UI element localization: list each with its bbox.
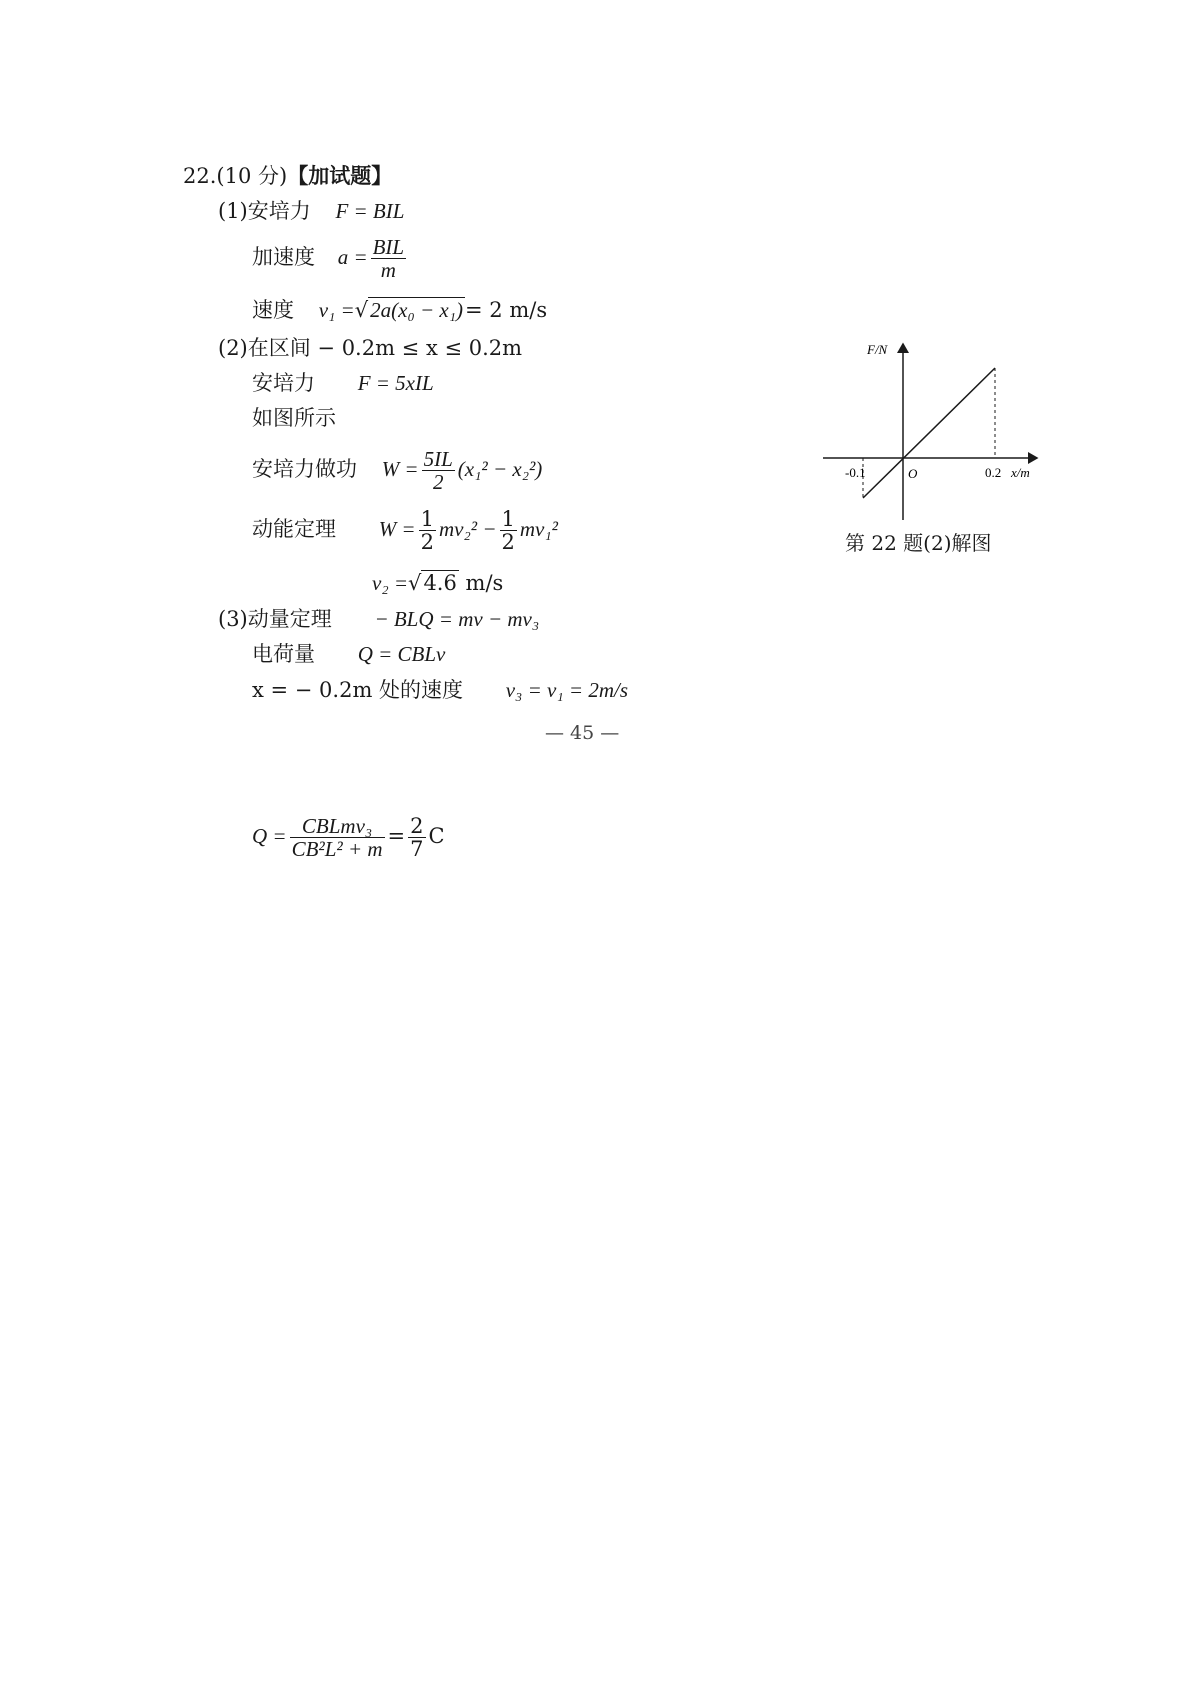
part3-line4 <box>252 815 445 860</box>
problem-number: 22. <box>183 164 217 188</box>
force-line <box>863 368 995 498</box>
part3-line4-fraction: $\frac{\text{CBLmv₃}}{\text{CB²L² + m}}$ <box>291 814 383 861</box>
part3-label: (3) <box>218 607 248 631</box>
part2-line1 <box>218 335 522 361</box>
force-displacement-graph <box>815 340 1045 525</box>
problem-tag: 【加试题】 <box>287 163 393 188</box>
part2-line4-fraction: $\frac{5IL}{2}$ <box>423 447 453 494</box>
part1-label: (1) <box>218 199 248 223</box>
part1-line1 <box>218 198 404 224</box>
part2-line3-text: 如图所示 <box>252 406 336 430</box>
part1-line2-fraction: $\frac{\text{BIL}}{m}$ <box>372 235 405 282</box>
part3-line1-text: 动量定理 <box>247 607 332 631</box>
part3-line4-fraction2: $\frac{2}{7}$ <box>410 814 424 861</box>
part2-line5-fraction2: $\frac{1}{2}$ <box>501 507 515 554</box>
part3-line3-text: x = − 0.2m 处的速度 <box>252 678 464 702</box>
tick-label-neg: -0.1 <box>845 465 866 480</box>
part2-line2 <box>252 370 434 396</box>
part1-line3-rhs: = 2 m/s <box>465 298 548 322</box>
part3-line4-equals: = <box>387 824 406 848</box>
part1-line3-text: 速度 <box>252 298 294 322</box>
part3-line2-eq: Q = CBLv <box>357 642 446 666</box>
part3-line4-lhs: Q = <box>252 824 287 848</box>
part3-line3 <box>252 677 628 703</box>
part1-line2-lhs: a = <box>337 245 368 269</box>
part2-line6 <box>372 570 503 596</box>
part3-line2-text: 电荷量 <box>252 642 315 666</box>
tick-label-pos: 0.2 <box>985 465 1002 480</box>
part2-line5 <box>252 508 558 553</box>
part3-line4-unit: C <box>428 824 445 848</box>
part2-line6-lhs: v₂ = <box>372 571 409 595</box>
origin-label: O <box>908 466 918 481</box>
part1-line3-lhs: v₁ = <box>318 298 355 322</box>
part2-line5-mid: mv₂² − <box>438 517 497 541</box>
part1-line1-text: 安培力 <box>247 199 311 223</box>
part2-line4-text: 安培力做功 <box>252 457 357 481</box>
figure-caption: 第 22 题(2)解图 <box>845 531 992 555</box>
sqrt-sign: √ <box>354 298 369 322</box>
part2-line1-text: 在区间 − 0.2m ≤ x ≤ 0.2m <box>247 336 523 360</box>
y-axis-label: F/N <box>867 342 888 357</box>
problem-points: (10 分) <box>216 164 288 188</box>
problem-heading <box>183 163 392 189</box>
part2-line5-end: mv₁² <box>519 517 558 541</box>
part1-line3-radicand: 2a(x₀ − x₁) <box>370 298 464 322</box>
part1-line2-text: 加速度 <box>252 245 315 269</box>
part2-line3 <box>252 405 336 431</box>
part3-line1 <box>218 606 539 632</box>
part2-line6-radicand: 4.6 <box>423 571 457 595</box>
part2-line2-eq: F = 5xIL <box>357 371 434 395</box>
page-number: — 45 — <box>545 722 620 744</box>
part2-line5-fraction1: $\frac{1}{2}$ <box>420 507 434 554</box>
part2-label: (2) <box>218 336 248 360</box>
part2-line5-text: 动能定理 <box>252 517 336 541</box>
part3-line1-eq: − BLQ = mv − mv₃ <box>374 607 540 631</box>
part3-line2 <box>252 641 445 667</box>
part1-line3 <box>252 297 547 323</box>
part2-line6-rhs: m/s <box>465 571 504 595</box>
part2-line2-text: 安培力 <box>252 371 315 395</box>
part2-line5-lhs: W = <box>378 517 416 541</box>
x-axis-label: x/m <box>1011 465 1030 480</box>
part2-line4-rhs: (x₁² − x₂²) <box>457 457 543 481</box>
part3-line3-eq: v₃ = v₁ = 2m/s <box>505 678 628 702</box>
part2-line4 <box>252 448 542 493</box>
part1-line2 <box>252 236 409 281</box>
sqrt-sign: √ <box>408 571 422 595</box>
part2-line4-lhs: W = <box>381 457 419 481</box>
part1-line1-eq: F = BIL <box>335 199 405 223</box>
